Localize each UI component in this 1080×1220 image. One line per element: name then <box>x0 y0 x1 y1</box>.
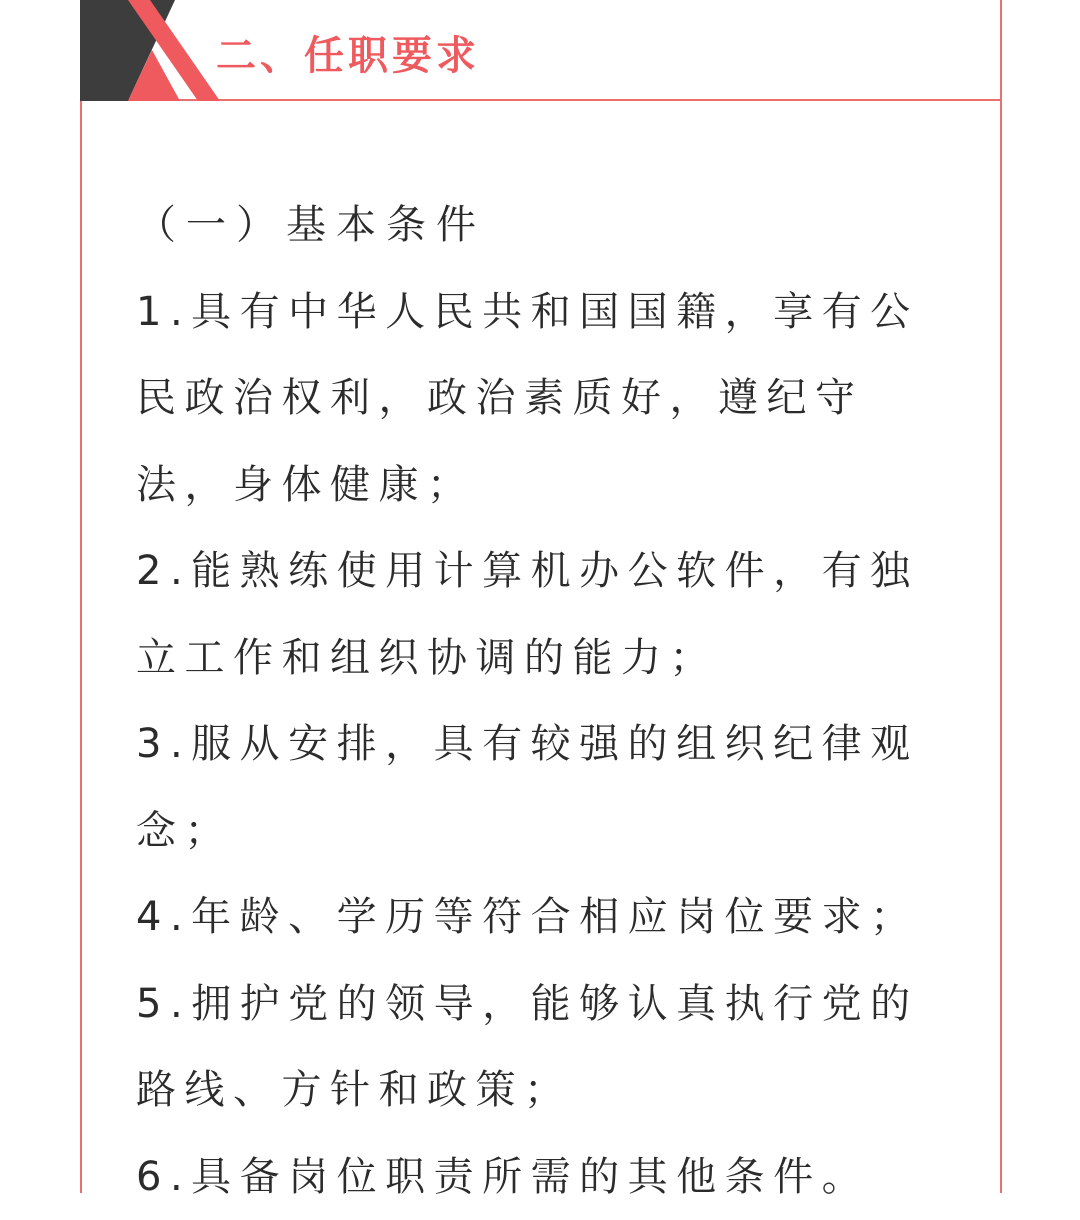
list-item: 1.具有中华人民共和国国籍，享有公民政治权利，政治素质好，遵纪守法，身体健康； <box>136 269 942 529</box>
list-item: 4.年龄、学历等符合相应岗位要求； <box>136 874 942 961</box>
section-title: 二、任职要求 <box>216 28 480 84</box>
subsection-heading: （一）基本条件 <box>136 182 942 269</box>
list-item: 2.能熟练使用计算机办公软件，有独立工作和组织协调的能力； <box>136 528 942 701</box>
requirements-content <box>136 182 942 1220</box>
list-item: 3.服从安排，具有较强的组织纪律观念； <box>136 701 942 874</box>
corner-chevron-icon <box>80 0 220 101</box>
list-item: 6.具备岗位职责所需的其他条件。 <box>136 1134 942 1220</box>
list-item: 5.拥护党的领导，能够认真执行党的路线、方针和政策； <box>136 961 942 1134</box>
